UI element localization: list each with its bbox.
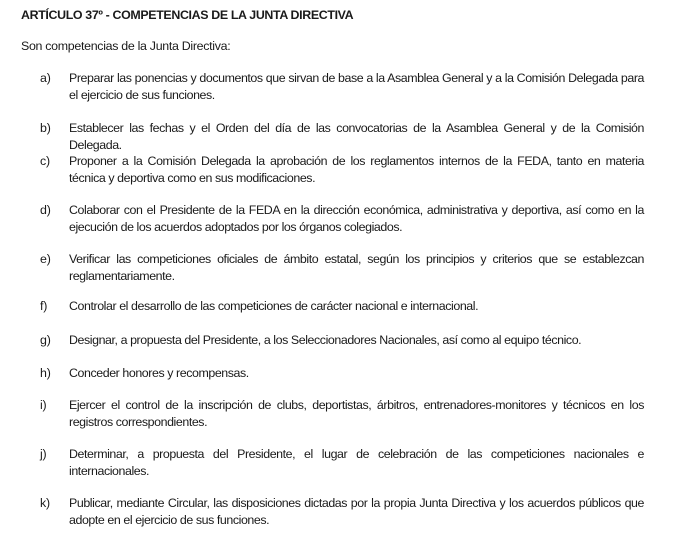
- list-item-a: [40, 70, 644, 104]
- list-item-i: [40, 397, 644, 431]
- item-text: Designar, a propuesta del Presidente, a los Seleccionadores Nacionales, así como al equipo técnico.: [69, 333, 582, 347]
- item-text: Colaborar con el Presidente de la FEDA en la dirección económica, administrativa y deportiva, así como en la ejecución de los acuerdos adoptados por los órganos colegiados.: [69, 203, 644, 234]
- item-text: Publicar, mediante Circular, las disposiciones dictadas por la propia Junta Directiva y los acuerdos públicos que adopte en el ejercicio de sus funciones.: [69, 496, 644, 527]
- list-item-b: [40, 120, 644, 154]
- list-item-k: [40, 495, 644, 529]
- item-text: Verificar las competiciones oficiales de ámbito estatal, según los principios y criterios que se establezcan reglamentariamente.: [69, 252, 644, 283]
- list-item-j: [40, 446, 644, 480]
- list-item-d: [40, 202, 644, 236]
- item-letter: h): [40, 366, 51, 380]
- item-letter: b): [40, 121, 51, 135]
- list-item-h: [40, 365, 644, 382]
- item-text: Proponer a la Comisión Delegada la aprobación de los reglamentos internos de la FEDA, tanto en materia técnica y deportiva como en sus modificaciones.: [69, 154, 644, 185]
- item-letter: j): [40, 447, 47, 461]
- item-letter: i): [40, 398, 47, 412]
- list-item-f: [40, 298, 644, 315]
- item-letter: f): [40, 299, 48, 313]
- item-letter: k): [40, 496, 50, 510]
- item-text: Conceder honores y recompensas.: [69, 366, 249, 380]
- item-text: Determinar, a propuesta del Presidente, el lugar de celebración de las competiciones nacionales e internacionales.: [69, 447, 644, 478]
- item-text: Controlar el desarrollo de las competiciones de carácter nacional e internacional.: [69, 299, 479, 313]
- article-title: ARTÍCULO 37º - COMPETENCIAS DE LA JUNTA DIRECTIVA: [21, 8, 354, 22]
- intro-text: Son competencias de la Junta Directiva:: [21, 39, 231, 53]
- item-text: Establecer las fechas y el Orden del día de las convocatorias de la Asamblea General y de la Comisión Delegada.: [69, 121, 644, 152]
- list-item-e: [40, 251, 644, 285]
- list-item-g: [40, 332, 644, 349]
- list-item-c: [40, 153, 644, 187]
- item-text: Preparar las ponencias y documentos que sirvan de base a la Asamblea General y a la Comisión Delegada para el ejercicio de sus funciones.: [69, 71, 644, 102]
- item-letter: a): [40, 71, 51, 85]
- item-text: Ejercer el control de la inscripción de clubs, deportistas, árbitros, entrenadores-monitores y técnicos en los registros correspondientes.: [69, 398, 644, 429]
- item-letter: g): [40, 333, 51, 347]
- item-letter: d): [40, 203, 51, 217]
- item-letter: c): [40, 154, 50, 168]
- item-letter: e): [40, 252, 51, 266]
